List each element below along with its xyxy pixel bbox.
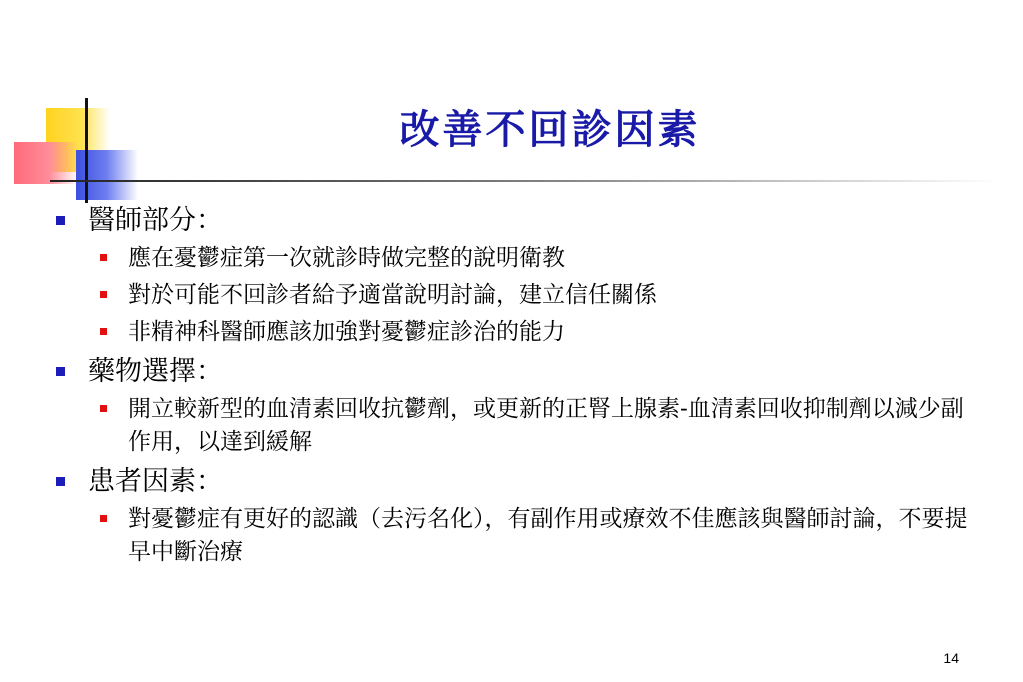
- list-item-text: 開立較新型的血清素回收抗鬱劑，或更新的正腎上腺素-血清素回收抑制劑以減少副作用，以達到緩解: [128, 396, 964, 455]
- square-bullet-icon: [100, 328, 107, 335]
- logo-vertical-line: [85, 98, 88, 203]
- square-bullet-icon: [56, 477, 65, 486]
- section-heading-text: 藥物選擇：: [88, 356, 223, 387]
- square-bullet-icon: [100, 405, 107, 412]
- section-heading-text: 醫師部分：: [88, 205, 223, 236]
- square-bullet-icon: [100, 291, 107, 298]
- section-heading: [56, 353, 976, 391]
- list-item: [56, 393, 976, 459]
- section-heading-text: 患者因素：: [88, 466, 223, 497]
- slide-title: 改善不回診因素: [399, 106, 701, 153]
- square-bullet-icon: [100, 254, 107, 261]
- logo-red-square: [14, 142, 78, 184]
- list-item: [56, 279, 976, 312]
- page-number: 14: [943, 650, 959, 666]
- list-item: [56, 503, 976, 569]
- list-item: [56, 242, 976, 275]
- section-heading: [56, 463, 976, 501]
- title-underline: [50, 180, 1000, 182]
- square-bullet-icon: [100, 515, 107, 522]
- square-bullet-icon: [56, 367, 65, 376]
- list-item: [56, 316, 976, 349]
- list-item-text: 非精神科醫師應該加強對憂鬱症診治的能力: [128, 319, 565, 345]
- list-item-text: 應在憂鬱症第一次就診時做完整的說明衛教: [128, 245, 565, 271]
- section-heading: [56, 202, 976, 240]
- list-item-text: 對於可能不回診者給予適當說明討論，建立信任關係: [128, 282, 657, 308]
- list-item-text: 對憂鬱症有更好的認識（去污名化），有副作用或療效不佳應該與醫師討論，不要提早中斷治療: [128, 506, 968, 565]
- square-bullet-icon: [56, 216, 65, 225]
- slide-content: [56, 200, 976, 573]
